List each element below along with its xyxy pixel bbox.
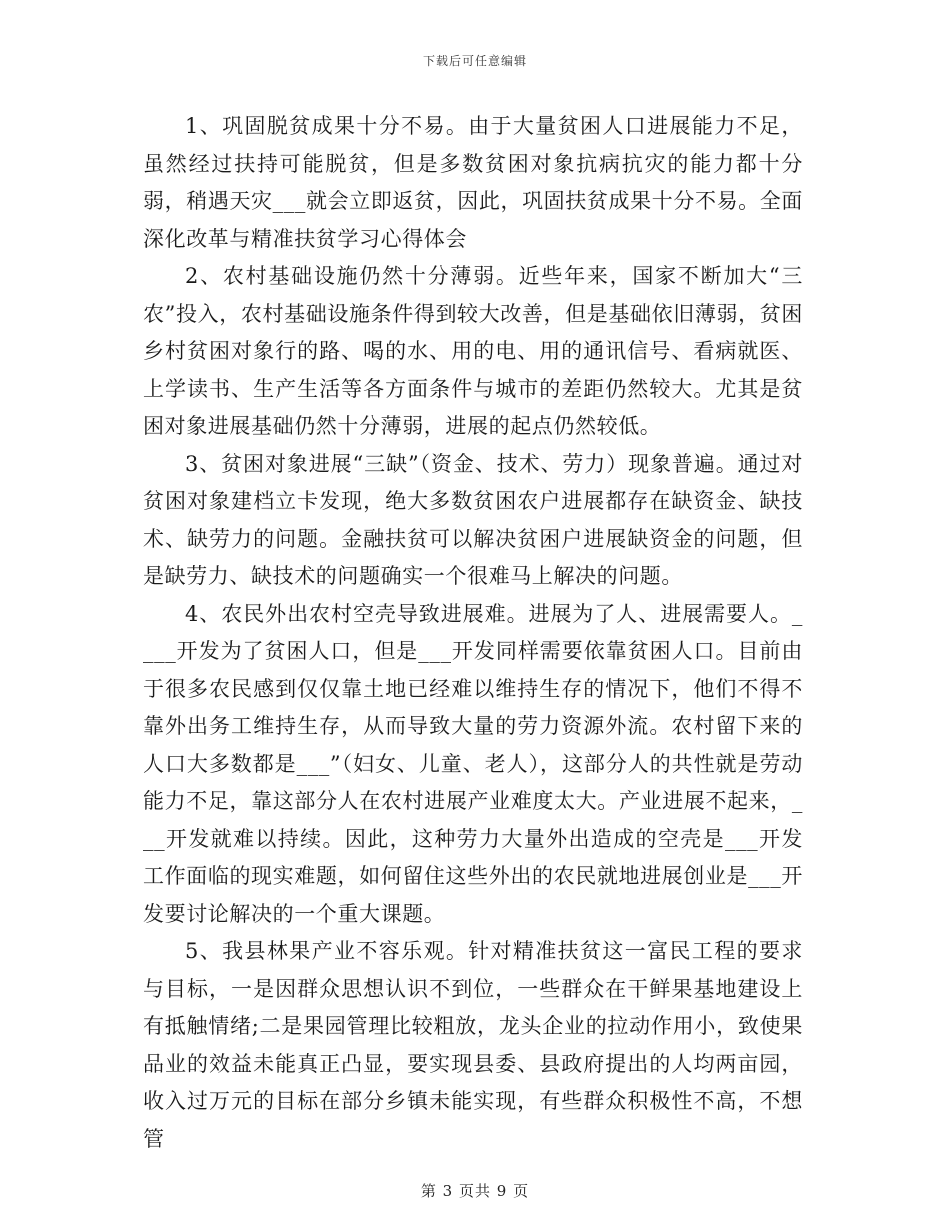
page-header: 下载后可任意编辑 [422,54,527,68]
paragraph-4: 4、农民外出农村空壳导致进展难。进展为了人、进展需要人。____开发为了贫困人口，但是___开发同样需要依靠贫困人口。目前由于很多农民感到仅仅靠土地已经难以维持生存的情况下，他们不得不靠外出务工维持生存，从而导致大量的劳力资源外流。农村留下来的人口大多数都是___”（妇女、儿童、老人），这部分人的共性就是劳动能力不足，靠这部分人在农村进展产业难度太大。产业进展不起来，___开发就难以持续。因此，这种劳力大量外出造成的空壳是___开发工作面临的现实难题，如何留住这些外出的农民就地进展创业是___开发要讨论解决的一个重大课题。 [143,601,803,926]
paragraph-5: 5、我县林果产业不容乐观。针对精准扶贫这一富民工程的要求与目标，一是因群众思想认识不到位，一些群众在干鲜果基地建设上有抵触情绪;二是果园管理比较粗放，龙头企业的拉动作用小，致使果品业的效益未能真正凸显，要实现县委、县政府提出的人均两亩园，收入过万元的目标在部分乡镇未能实现，有些群众积极性不高，不想管 [143,939,803,1151]
document-body [143,108,803,1158]
paragraph-2: 2、农村基础设施仍然十分薄弱。近些年来，国家不断加大“三农”投入，农村基础设施条件得到较大改善，但是基础依旧薄弱，贫困乡村贫困对象行的路、喝的水、用的电、用的通讯信号、看病就医、上学读书、生产生活等各方面条件与城市的差距仍然较大。尤其是贫困对象进展基础仍然十分薄弱，进展的起点仍然较低。 [143,264,803,438]
paragraph-1: 1、巩固脱贫成果十分不易。由于大量贫困人口进展能力不足，虽然经过扶持可能脱贫，但是多数贫困对象抗病抗灾的能力都十分弱，稍遇天灾___就会立即返贫，因此，巩固扶贫成果十分不易。全面深化改革与精准扶贫学习心得体会 [143,114,803,251]
paragraph-3: 3、贫困对象进展“三缺”（资金、技术、劳力）现象普遍。通过对贫困对象建档立卡发现，绝大多数贫困农户进展都存在缺资金、缺技术、缺劳力的问题。金融扶贫可以解决贫困户进展缺资金的问题，但是缺劳力、缺技术的问题确实一个很难马上解决的问题。 [143,451,803,588]
page-footer: 第 3 页共 9 页 [420,1182,530,1200]
